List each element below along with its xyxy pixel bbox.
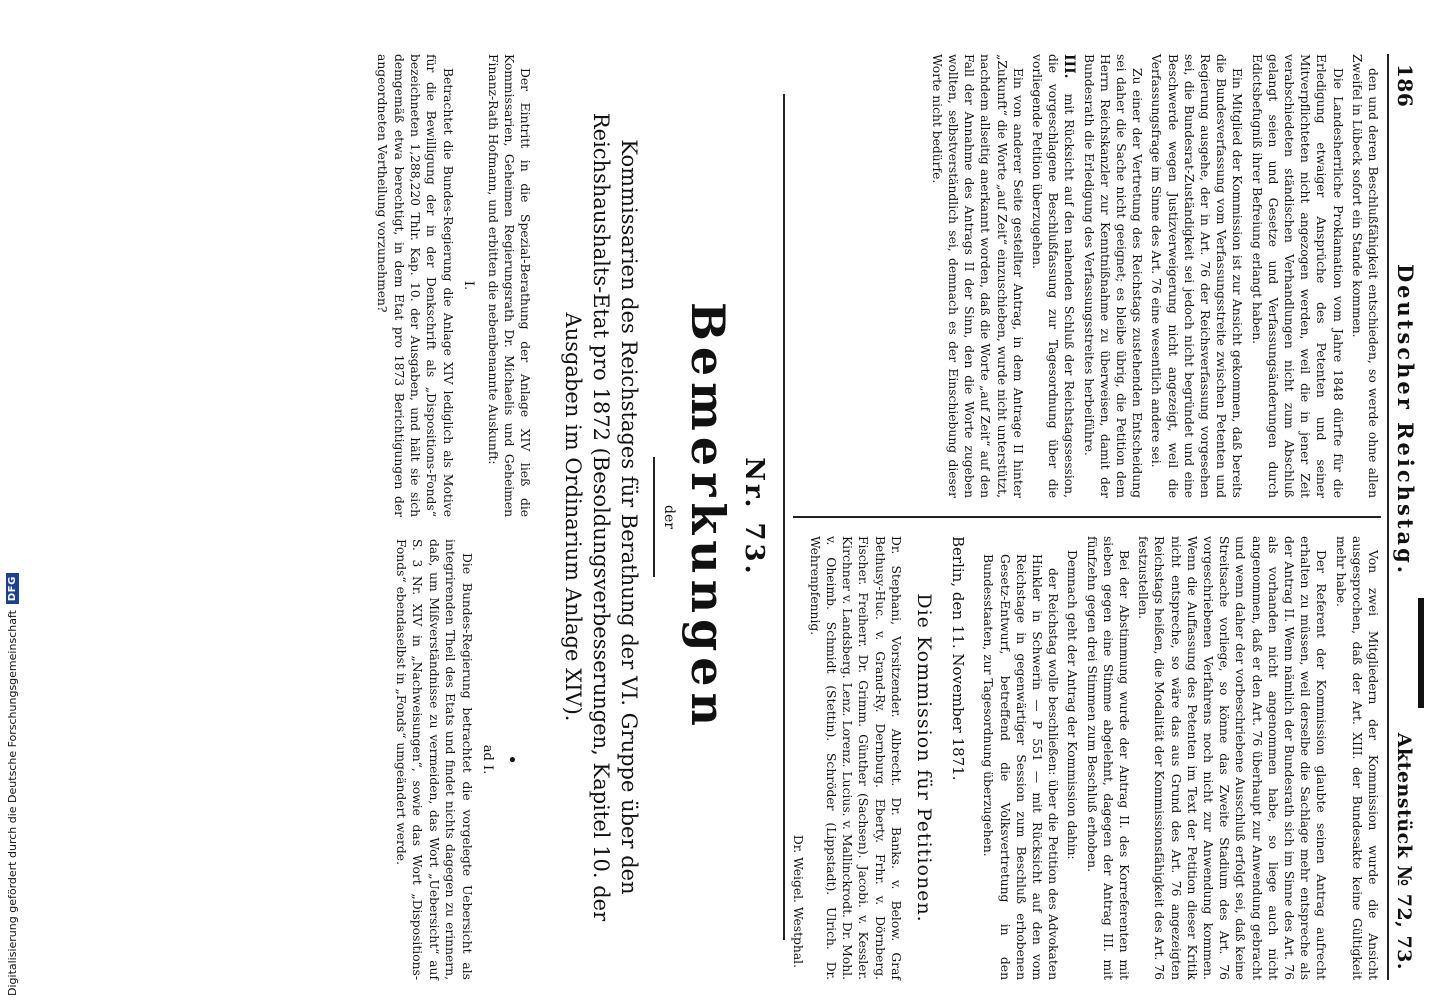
- journal-title: Deutscher Reichstag.: [1393, 263, 1418, 577]
- lower-section: [371, 54, 769, 980]
- paragraph: den und deren Beschlußfähigkeit entschieden, so werde ohne allen Zweifel in Lübeck sofort ein Stande kommen.: [1349, 54, 1380, 498]
- lower-left-column: [371, 54, 534, 517]
- digitization-footer: [0, 0, 24, 1000]
- answer-label: ad I.: [480, 744, 496, 775]
- intro-paragraph: Der Eintritt in die Spezial-Berathung der Anlage XIV ließ die Kommissarien, Geheimen Regierungsrath Dr. Michaelis und Geheimen Finanz-Rath Hofmann, und erbitten die nebenbenannte Auskunft:: [485, 54, 533, 518]
- section-rule: [783, 94, 785, 940]
- place-date: Berlin, den 11. November 1871.: [949, 536, 968, 781]
- lower-columns: [371, 54, 534, 980]
- vote-paragraph: Bei der Abstimmung wurde der Antrag II. des Korreferenten mit sieben gegen eine Stimme abgelehnt, dagegen der Antrag III. mit fünfzehn gegen drei Stimmen zum Beschluß erhoben.: [1084, 536, 1131, 980]
- paragraph: Der Referent der Kommission glaubte seinen Antrag aufrecht erhalten zu müssen, weil derselbe die Sachlage mehr entspreche als der Antrag II. Wenn nämlich der Bundesrath sich im Sinne des Art. 76 als vorhanden nicht angenommen habe, so liege auch nicht angenommen, daß er den Art. 76 überhaupt zur Anwendung gebracht und wenn daher der vorbeschriebene Ausschluß erfolgt sei, daß keine Streitsache vorliege, so könne das Zweite Stadium des Art. 76 vorgeschriebenen Verfahrens noch nicht zur Anwendung kommen. Wenn die Auffassung des Petenten im Text der Petition dieser Kritik nicht entspreche, so wäre das aus Grund des Art. 76 angezeigten Reichstags heißen, die Modalität der Kommissionsfähigkeit des Art. 76 festzustellen.: [1136, 536, 1329, 980]
- demnach-line: Demnach geht der Antrag der Kommission dahin:: [1065, 550, 1080, 860]
- right-column: [793, 536, 1381, 980]
- page-header: [1387, 54, 1418, 980]
- item-text: mit Rücksicht auf den nahenden Schluß der Reichstagssession, die vorgeschlagene Beschlußfassung zur Tagesordnung über die vorliegende Petition überzugehen.: [1029, 54, 1077, 498]
- dfg-logo: DFG: [6, 573, 19, 604]
- document-number: Nr. 73.: [739, 457, 769, 577]
- upper-section: [793, 54, 1381, 980]
- member-list-last: Dr. Weigel. Westphal.: [791, 834, 806, 968]
- attachment-number: Aktenstück № 72, 73.: [1393, 732, 1415, 970]
- paragraph: Ein Mitglied der Kommission ist zur Ansicht gekommen, daß bereits die Bundesverfassung vom Verfassungsstreite zwischen Petenten und Regierung ausgehe, der in Art. 76 der Reichsverfassung vorgesehen sei, die Bundesrat-Zuständigkeit sei jedoch nicht begründet und eine Beschwerde wegen Justizverweigerung nicht angezeigt, weil die Verfassungsfrage im Sinne des Art. 76 eine wesentlich andere sei.: [1149, 54, 1245, 498]
- item-number: III.: [1061, 54, 1078, 79]
- paragraph: Ein von anderer Seite gestellter Antrag, in dem Antrage II hinter „Zukunft“ die Worte „auf Zeit“ einzuschieben, wurde nicht unterstützt, nachdem allseitig anerkannt worden, daß die Worte „auf Zeit“ auf den Fall der Annahme des Antrags II der Sinn, den die Worte zugeben wollten, selbstverständlich sei, demnach es der Einschiebung dieser Worte nicht bedürfe.: [929, 54, 1025, 499]
- section-heading: Bemerkungen: [681, 302, 735, 732]
- heading-connector: der: [661, 505, 677, 529]
- left-column: [793, 54, 1381, 498]
- dfg-credit-text: Digitalisierung gefördert durch die Deutsche Forschungsgemeinschaft: [5, 610, 19, 996]
- section-subtitle: Kommissarien des Reichstages für Berathung der VI. Gruppe über den Reichshaushalts-Etat pro 1872 (Besoldungsverbesserungen, Kapitel 10. der Ausgaben im Ordinarium Anlage XIV).: [561, 112, 642, 922]
- member-list: Dr. Stephani, Vorsitzender. Albrecht. Dr. Banks. v. Below. Graf Bethusy-Huc. v. Grand-Ry. Dernburg. Eberty. Frhr. v. Dörnberg. Fischer. Freiherr. Dr. Grimm. Günther (Sachsen). Jacobi. v. Kessler. Kirchner v. Landsberg. Lenz. Lorenz. Lucius. v. Mallinckrodt. Dr. Mohl. v. Oheimb. Schmidt (Stettin). Schröder (Lippstadt). Ulrich. Dr. Wehrenpfennig.: [807, 536, 903, 980]
- page-number: 186: [1393, 64, 1417, 108]
- question-text: Betrachtet die Bundes-Regierung die Anlage XIV lediglich als Motive für die Bewilligung der in der Denkschrift als „Dispositions-Fonds“ bezeichneten 1,288,220 Thlr. Kap. 10. der Ausgaben, und hält sie sich demgemäß etwa berechtigt, in dem Etat pro 1873 Berichtigungen der angeordneten Vertheilung vorzunehmen?: [375, 54, 455, 518]
- resolution-text: der Reichstag wolle beschließen: über die Petition des Advokaten Hinkler in Schwerin — P 551 — mit Rücksicht auf den vom Reichstage in gegenwärtiger Session zum Beschluß erhobenen Gesetz-Entwurf, betreffend die Volksvertretung in den Bundesstaaten, zur Tagesordnung überzugehen.: [981, 554, 1061, 980]
- question-label: I.: [461, 280, 477, 291]
- paragraph: Von zwei Mitgliedern der Kommission wurde die Ansicht ausgesprochen, daß der Art. XIII. der Bundesakte keine Gültigkeit mehr habe.: [1333, 536, 1380, 980]
- column-divider: [793, 516, 1381, 518]
- marker-dot: •: [501, 754, 523, 765]
- lower-right-column: [371, 539, 534, 980]
- paragraph: Zu einer der Vertretung des Reichstags zustehenden Entscheidung sei daher die Sache nicht geeignet; es bleibe übrig, die Petition dem Herrn Reichskanzler zur Kenntnißnahme zu überweisen, damit der Bundesrath die Erledigung des Verfassungsstreites herbeiführe.: [1081, 54, 1145, 498]
- short-rule: [654, 457, 656, 577]
- scan-edge-mark: [1418, 598, 1424, 708]
- item-block: [1029, 54, 1078, 498]
- answer-text: Die Bundes-Regierung betrachtet die vorgelegte Uebersicht als integrirenden Theil des Etats und findet nichts dagegen zu erinnern, daß, um Mißverständnisse zu vermeiden, das Wort „Uebersicht“ auf S. 3 Nr. XIV in „Nachweisungen“, sowie das Wort „Dispositions-Fonds“ ebendaselbst in „Fonds“ umgeändert werde.: [394, 539, 474, 980]
- commission-title: Die Kommission für Petitionen.: [912, 593, 935, 923]
- paragraph: Die Landesherrliche Proklamation vom Jahre 1848 dürfte für die Erledigung etwaiger Ansprüche des Petenten und seiner Mitverpflichteten nicht angezogen werden, weil die in jener Zeit verabschiedeten ständischen Verhandlungen nicht zum Abschluß gelangt seien und Gesetze und Verfassungsänderungen durch Edictsbefugniß ihrer Befreiung erlangt haben.: [1249, 54, 1345, 498]
